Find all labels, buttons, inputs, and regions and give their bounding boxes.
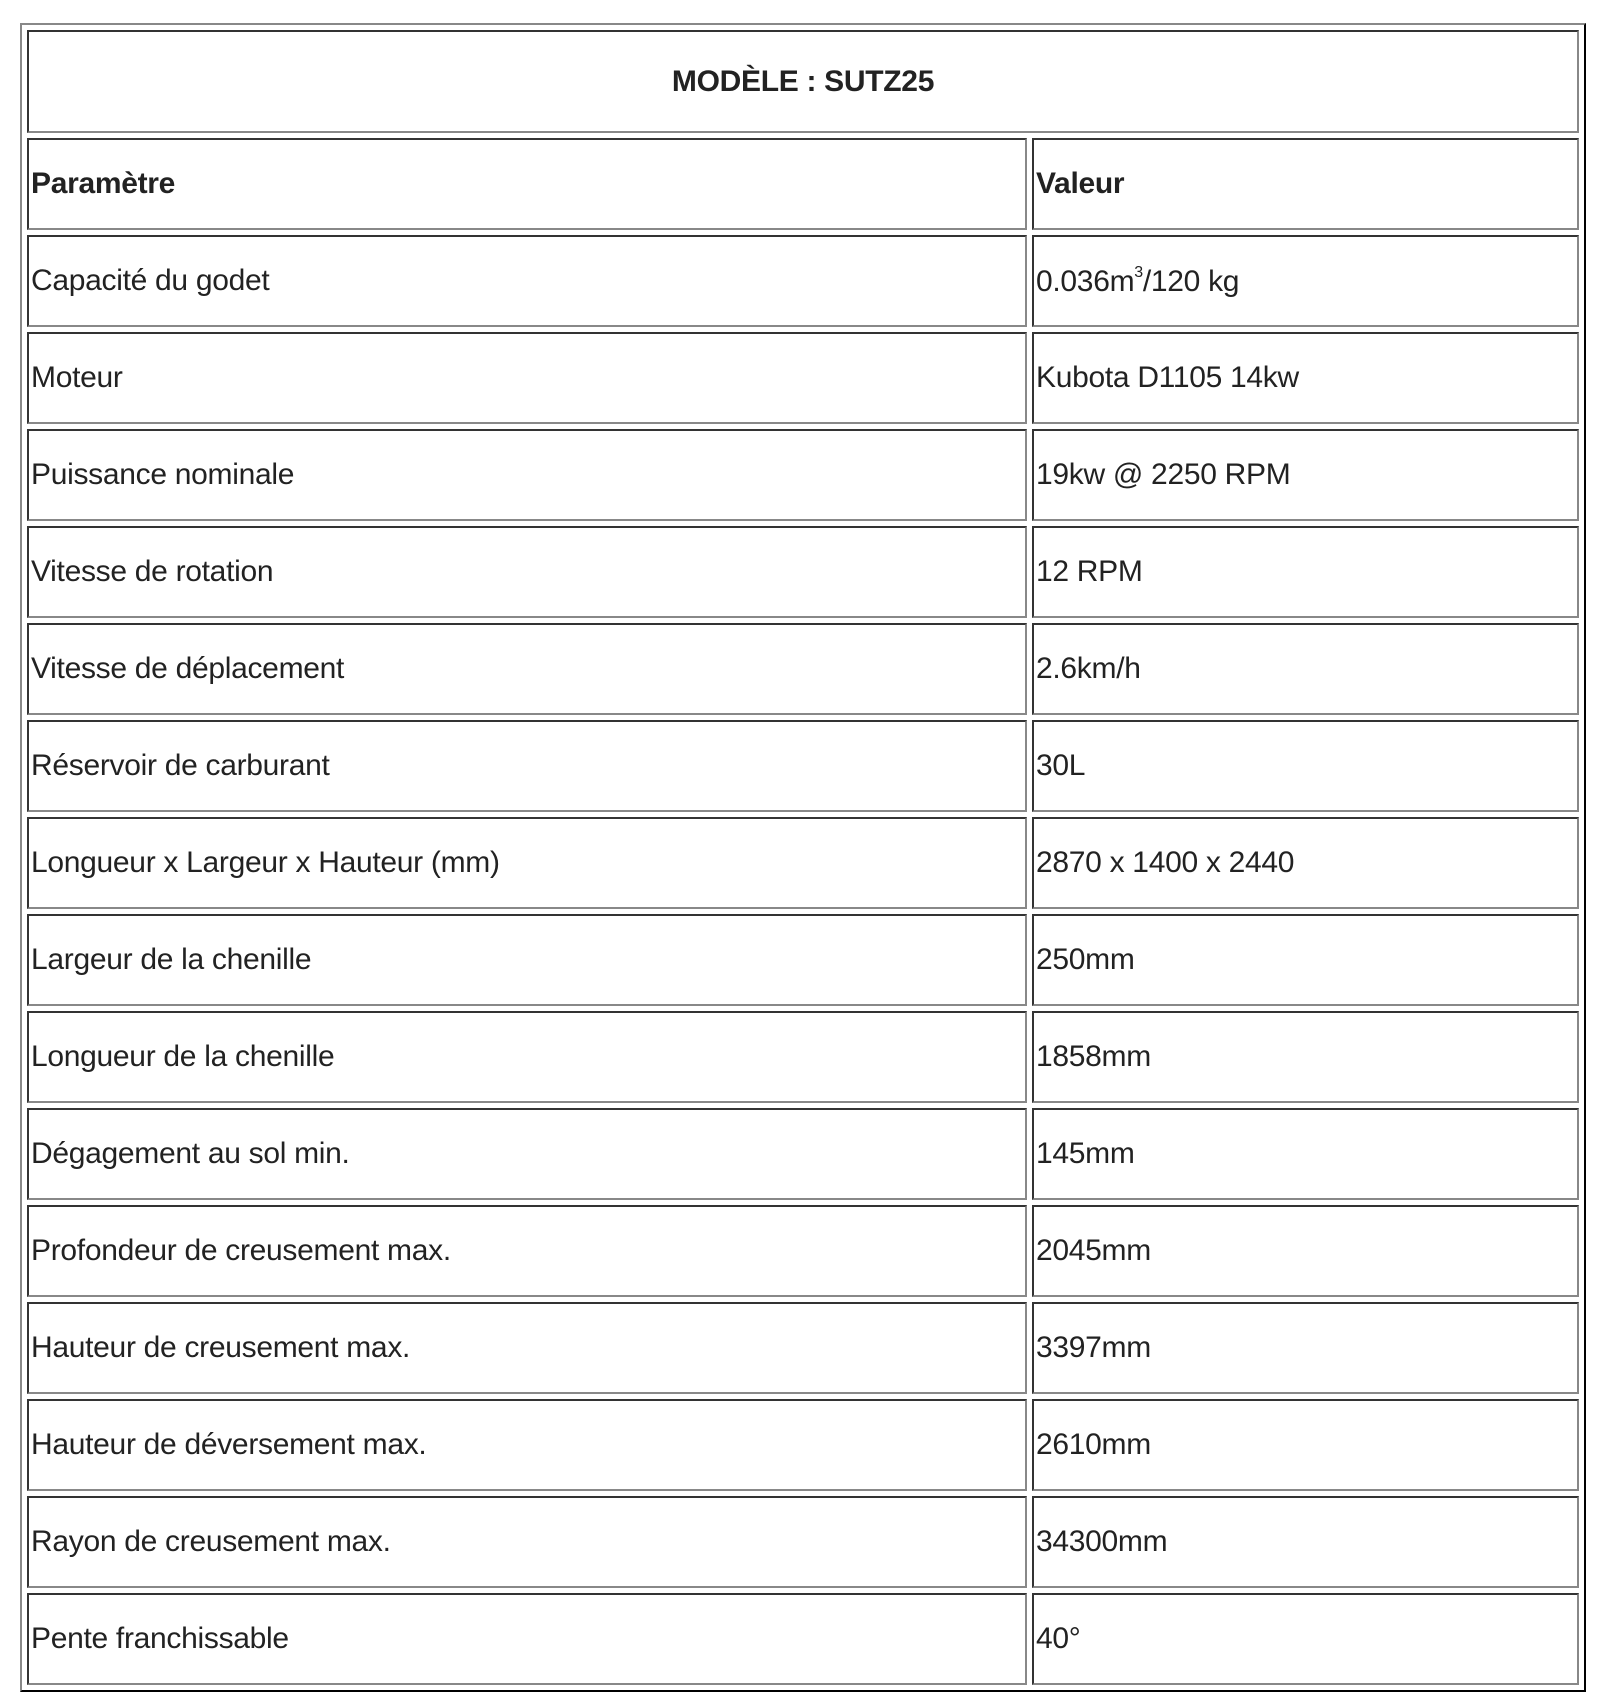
value-cell: 12 RPM [1032, 526, 1579, 618]
value-cell [1032, 235, 1579, 327]
value-cell: 2.6km/h [1032, 623, 1579, 715]
value-cell: 2870 x 1400 x 2440 [1032, 817, 1579, 909]
table-row [27, 429, 1579, 521]
table-row [27, 623, 1579, 715]
param-cell: Vitesse de rotation [27, 526, 1027, 618]
value-text: 0.036m [1036, 264, 1135, 298]
value-cell: 34300mm [1032, 1496, 1579, 1588]
table-row [27, 1205, 1579, 1297]
param-cell: Largeur de la chenille [27, 914, 1027, 1006]
table-row [27, 1011, 1579, 1103]
table-row [27, 1399, 1579, 1491]
table-title: MODÈLE : SUTZ25 [27, 30, 1579, 133]
header-row [27, 138, 1579, 230]
param-cell: Longueur x Largeur x Hauteur (mm) [27, 817, 1027, 909]
param-cell: Rayon de creusement max. [27, 1496, 1027, 1588]
table-row [27, 332, 1579, 424]
table-row [27, 1302, 1579, 1394]
param-cell: Réservoir de carburant [27, 720, 1027, 812]
value-cell: 19kw @ 2250 RPM [1032, 429, 1579, 521]
value-cell: 250mm [1032, 914, 1579, 1006]
value-cell: Kubota D1105 14kw [1032, 332, 1579, 424]
value-cell: 3397mm [1032, 1302, 1579, 1394]
value-cell: 40° [1032, 1593, 1579, 1685]
value-cell: 30L [1032, 720, 1579, 812]
param-cell: Pente franchissable [27, 1593, 1027, 1685]
value-cell: 2610mm [1032, 1399, 1579, 1491]
param-cell: Capacité du godet [27, 235, 1027, 327]
param-cell: Longueur de la chenille [27, 1011, 1027, 1103]
title-row [27, 30, 1579, 133]
param-cell: Profondeur de creusement max. [27, 1205, 1027, 1297]
table-row [27, 1108, 1579, 1200]
param-cell: Hauteur de déversement max. [27, 1399, 1027, 1491]
table-row [27, 1593, 1579, 1685]
param-cell: Vitesse de déplacement [27, 623, 1027, 715]
value-cell: 145mm [1032, 1108, 1579, 1200]
header-param: Paramètre [27, 138, 1027, 230]
superscript: 3 [1134, 263, 1143, 281]
value-cell: 2045mm [1032, 1205, 1579, 1297]
param-cell: Hauteur de creusement max. [27, 1302, 1027, 1394]
param-cell: Dégagement au sol min. [27, 1108, 1027, 1200]
header-value: Valeur [1032, 138, 1579, 230]
table-row [27, 526, 1579, 618]
param-cell: Puissance nominale [27, 429, 1027, 521]
spec-table [20, 23, 1586, 1692]
table-row [27, 817, 1579, 909]
table-row [27, 720, 1579, 812]
param-cell: Moteur [27, 332, 1027, 424]
table-row [27, 1496, 1579, 1588]
value-text: /120 kg [1142, 264, 1240, 298]
value-cell: 1858mm [1032, 1011, 1579, 1103]
table-row [27, 235, 1579, 327]
table-row [27, 914, 1579, 1006]
